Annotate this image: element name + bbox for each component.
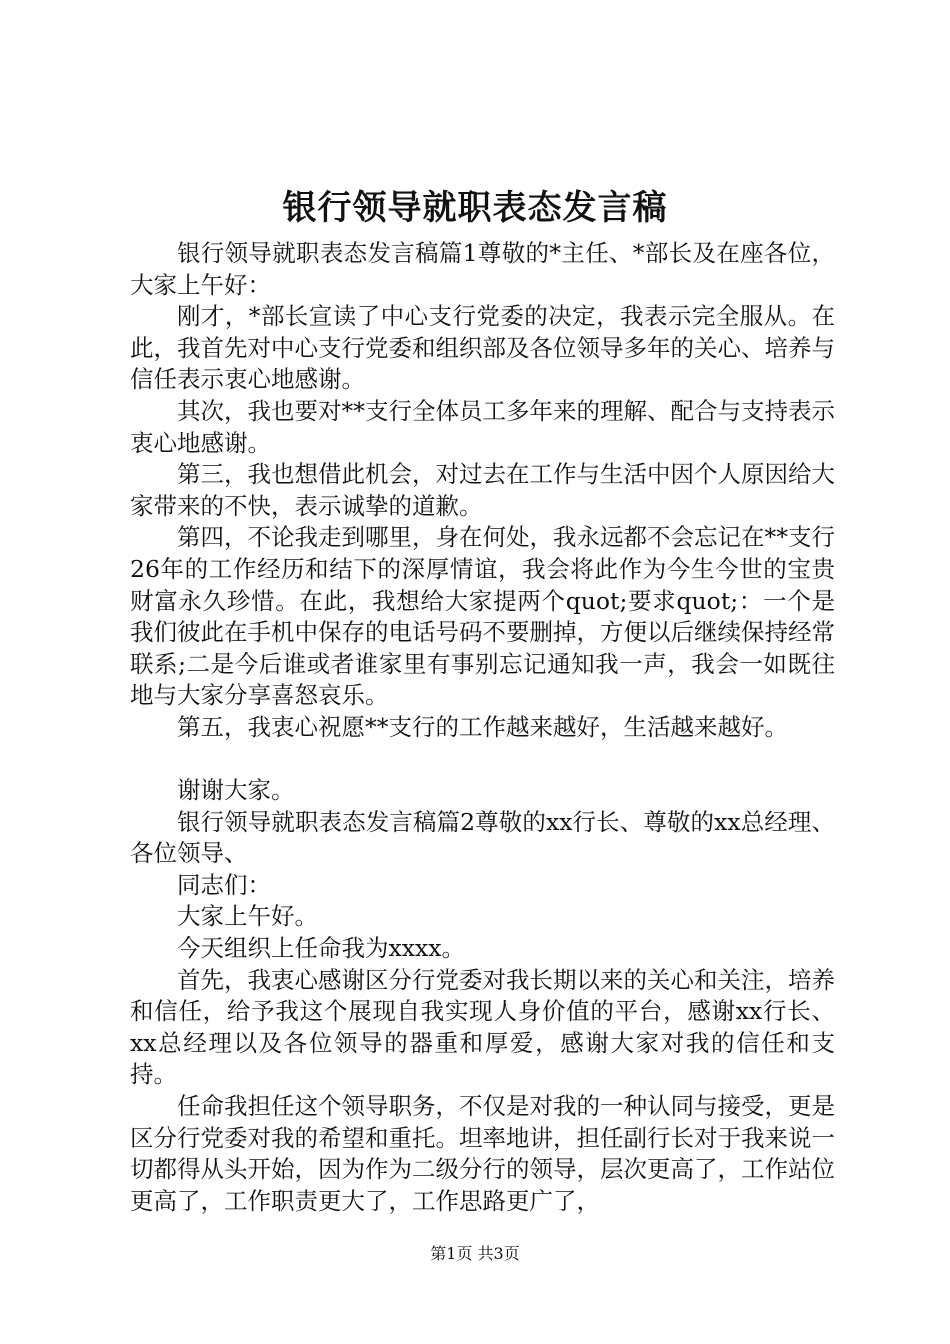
paragraph: 任命我担任这个领导职务，不仅是对我的一种认同与接受，更是区分行党委对我的希望和重托。坦率地讲，担任副行长对于我来说一切都得从头开始，因为作为二级分行的领导，层次更高了，工作站位更高了，工作职责更大了，工作思路更广了，: [130, 1092, 835, 1215]
paragraph: 银行领导就职表态发言稿篇2尊敬的xx行长、尊敬的xx总经理、各位领导、: [130, 807, 835, 868]
document-body: [130, 238, 835, 1217]
paragraph: 第五，我衷心祝愿**支行的工作越来越好，生活越来越好。: [177, 712, 788, 741]
paragraph: 首先，我衷心感谢区分行党委对我长期以来的关心和关注，培养和信任，给予我这个展现自我实现人身价值的平台，感谢xx行长、xx总经理以及各位领导的器重和厚爱，感谢大家对我的信任和支持。: [130, 965, 835, 1089]
paragraph: 大家上午好。: [177, 902, 318, 931]
document-title: 银行领导就职表态发言稿: [282, 188, 668, 228]
paragraph: 谢谢大家。: [177, 776, 295, 805]
paragraph: 第四，不论我走到哪里，身在何处，我永远都不会忘记在**支行26年的工作经历和结下的深厚情谊，我会将此作为今生今世的宝贵财富永久珍惜。在此，我想给大家提两个quot;要求quot;：一个是我们彼此在手机中保存的电话号码不要删掉，方便以后继续保持经常联系;二是今后谁或者谁家里有事别忘记通知我一声，我会一如既往地与大家分享喜怒哀乐。: [130, 523, 835, 710]
paragraph: 同志们：: [177, 870, 271, 899]
paragraph: 刚才，*部长宣读了中心支行党委的决定，我表示完全服从。在此，我首先对中心支行党委和组织部及各位领导多年的关心、培养与信任表示衷心地感谢。: [130, 302, 835, 394]
page-footer: 第1页 共3页: [430, 1244, 520, 1263]
paragraph: 第三，我也想借此机会，对过去在工作与生活中因个人原因给大家带来的不快，表示诚挚的道歉。: [130, 460, 835, 520]
paragraph: 今天组织上任命我为xxxx。: [177, 934, 466, 963]
paragraph: 银行领导就职表态发言稿篇1尊敬的*主任、*部长及在座各位，大家上午好：: [130, 239, 835, 299]
paragraph: 其次，我也要对**支行全体员工多年来的理解、配合与支持表示衷心地感谢。: [130, 396, 835, 457]
